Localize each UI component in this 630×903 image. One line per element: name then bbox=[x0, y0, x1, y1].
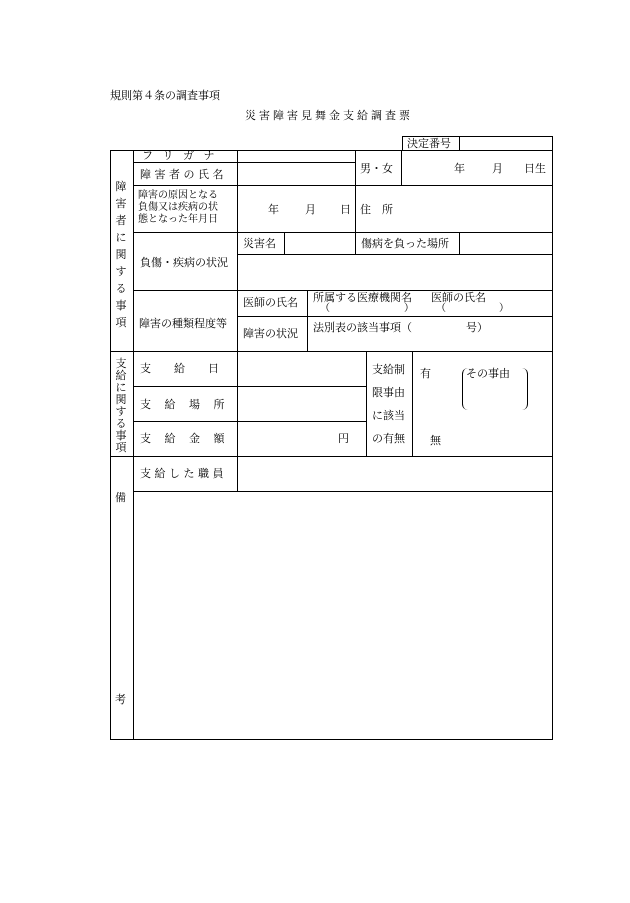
institution-label: 所属する医療機関名 bbox=[313, 291, 412, 304]
doctor-name2-label: 医師の氏名 bbox=[431, 291, 486, 304]
limit-label-line1: 支給制 bbox=[372, 363, 405, 376]
remarks-label-top: 備 bbox=[115, 491, 126, 504]
pay-place-field[interactable] bbox=[241, 390, 361, 418]
regulation-label: 規則第４条の調査事項 bbox=[110, 89, 220, 102]
cause-label-line3: 態となった年月日 bbox=[138, 214, 218, 225]
limit-label-line4: の有無 bbox=[372, 432, 405, 445]
address-field[interactable] bbox=[400, 190, 548, 228]
pay-place-label: 支 給 場 所 bbox=[140, 398, 230, 411]
cause-month-label: 月 bbox=[305, 203, 316, 216]
pay-amount-label: 支 給 金 額 bbox=[140, 432, 230, 445]
injury-status-field[interactable] bbox=[241, 258, 549, 286]
limit-label-line3: に該当 bbox=[372, 409, 405, 422]
institution-paren-open: （ bbox=[320, 303, 330, 314]
decision-number-field[interactable] bbox=[464, 138, 549, 149]
doctor-paren-close: ） bbox=[499, 303, 509, 314]
limit-no-option[interactable]: 無 bbox=[430, 434, 441, 447]
reason-label: その事由 bbox=[466, 367, 510, 380]
section-disabled-person-label: 障害者に関する事項 bbox=[115, 180, 127, 329]
limit-label-line2: 限事由 bbox=[372, 386, 405, 399]
yen-label: 円 bbox=[338, 432, 349, 445]
birth-month-label: 月 bbox=[492, 162, 503, 175]
cause-year-label: 年 bbox=[268, 203, 279, 216]
form-title: 災害障害見舞金支給調査票 bbox=[245, 109, 413, 122]
pay-date-field[interactable] bbox=[241, 355, 361, 383]
annex-number-field[interactable] bbox=[424, 320, 464, 334]
address-label: 住 所 bbox=[360, 203, 393, 216]
cause-label-line1: 障害の原因となる bbox=[138, 190, 218, 201]
pay-amount-field[interactable] bbox=[241, 425, 336, 453]
disaster-name-field[interactable] bbox=[288, 235, 351, 251]
disability-grade-label: 障害の種類程度等 bbox=[139, 317, 227, 330]
furigana-label: フ リ ガ ナ bbox=[142, 149, 218, 162]
birth-year-label: 年 bbox=[454, 162, 465, 175]
reason-field[interactable] bbox=[466, 382, 522, 406]
doctor-paren-open: （ bbox=[436, 303, 446, 314]
cause-label-line2: 負傷又は疾病の状 bbox=[138, 202, 218, 213]
staff-label: 支 給 し た 職 員 bbox=[140, 467, 224, 480]
section-payment-label: 支給に関する事項 bbox=[115, 357, 127, 454]
annex-label: 法別表の該当事項（ bbox=[313, 321, 412, 334]
furigana-field[interactable] bbox=[240, 151, 352, 161]
sex-label[interactable]: 男・女 bbox=[360, 162, 393, 175]
name-label: 障 害 者 の 氏 名 bbox=[140, 168, 224, 181]
disaster-name-label: 災害名 bbox=[243, 237, 276, 250]
doctor-name-label: 医師の氏名 bbox=[243, 296, 298, 309]
cause-day-label: 日 bbox=[340, 203, 351, 216]
name-field[interactable] bbox=[240, 166, 352, 182]
injury-status-label: 負傷・疾病の状況 bbox=[140, 256, 228, 269]
injury-place-label: 傷病を負った場所 bbox=[361, 237, 449, 250]
staff-field[interactable] bbox=[241, 460, 549, 488]
decision-number-label: 決定番号 bbox=[407, 137, 451, 150]
pay-date-label: 支 給 日 bbox=[140, 362, 225, 375]
birth-day-label: 日生 bbox=[524, 162, 546, 175]
injury-place-field[interactable] bbox=[463, 235, 549, 251]
disability-status-label: 障害の状況 bbox=[243, 327, 298, 340]
remarks-label-bottom: 考 bbox=[115, 693, 126, 706]
limit-yes-option[interactable]: 有 bbox=[420, 367, 431, 380]
remarks-field[interactable] bbox=[137, 495, 549, 735]
institution-paren-close: ） bbox=[404, 303, 414, 314]
annex-suffix: 号） bbox=[466, 321, 488, 334]
